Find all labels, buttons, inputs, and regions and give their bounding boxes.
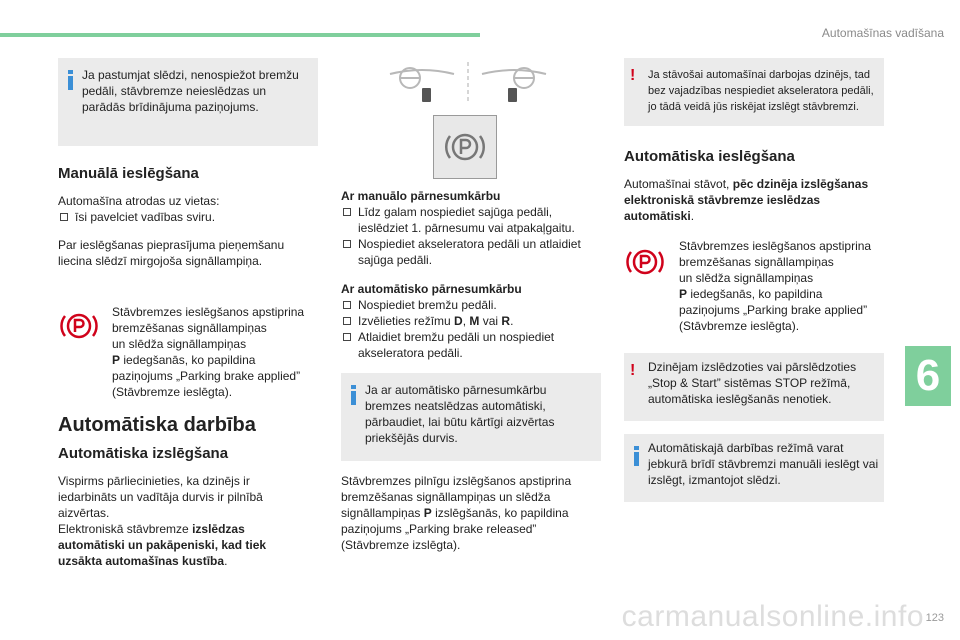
parking-brake-warning-icon (60, 310, 98, 342)
heading-auto-operation: Automātiska darbība (58, 414, 256, 436)
list-item: Nospiediet akseleratora pedāli un atlaidiet sajūga pedāli. (341, 236, 601, 268)
warning-box-text: Ja stāvošai automašīnai darbojas dzinējs, tad bez vajadzības nespiediet akseleratora pedāli, jo tādā veidā jūs riskējat izslēgt stāvbremzi. (648, 69, 874, 113)
release-confirm-text: Stāvbremzes pilnīgu izslēgšanos apstiprina bremzēšanas signāllampiņas un slēdža signāllampiņas P izslēgšanās, ko papildina paziņojums „Parking brake released” (Stāvbremze izslēgta). (341, 474, 572, 552)
info-box-text: Automātiskajā darbības režīmā varat jebkurā brīdī stāvbremzi manuāli ieslēgt vai izslēgt, izmantojot slēdzi. (648, 441, 879, 487)
info-box-doors (341, 373, 601, 461)
header-section-title: Automašīnas vadīšana (821, 26, 944, 40)
heading-manual-gearbox: Ar manuālo pārnesumkārbu (341, 189, 501, 203)
header-accent-bar (0, 33, 480, 37)
heading-auto-gearbox: Ar automātisko pārnesumkārbu (341, 282, 522, 296)
parking-brake-switch-illustration (433, 115, 497, 179)
manual-apply-confirm: Par ieslēgšanas pieprasījuma pieņemšanu liecina slēdzī mirgojoša signāllampiņa. (58, 238, 285, 268)
manual-apply-intro: Automašīna atrodas uz vietas: (58, 194, 220, 208)
watermark: carmanualsonline.info (621, 600, 924, 633)
heading-auto-release: Automātiska izslēgšana (58, 445, 229, 462)
info-icon (66, 70, 76, 90)
auto-release-text: Vispirms pārliecinieties, ka dzinējs ir iedarbināts un vadītāja durvis ir pilnībā aizvērtas. Elektroniskā stāvbremze izslēdzas automātiski un pakāpeniski, kad tiek uzsākta automašīnas kustība. (58, 474, 267, 568)
info-box-text: Ja pastumjat slēdzi, nenospiežot bremžu pedāli, stāvbremze neieslēdzas un parādās brīdinājuma paziņojums. (82, 68, 299, 114)
heading-auto-apply: Automātiska ieslēgšana (624, 148, 795, 165)
chapter-tab: 6 (905, 346, 951, 406)
list-item: Atlaidiet bremžu pedāli un nospiediet akseleratora pedāli. (341, 329, 601, 361)
list-item: Izvēlieties režīmu D, M vai R. (341, 313, 601, 329)
page-number: 123 (925, 612, 944, 624)
warning-box-accelerator (624, 58, 884, 126)
parking-brake-warning-icon (626, 246, 664, 278)
info-box-auto-mode (624, 434, 884, 502)
lamp-confirm-text-left: Stāvbremzes ieslēgšanos apstiprina bremzēšanas signāllampiņas un slēdža signāllampiņas P iedegšanās, ko papildina paziņojums „Parking brake applied” (Stāvbremze ieslēgta). (112, 305, 305, 399)
parking-brake-icon (434, 116, 496, 178)
steering-wheel-pedal-illustration (388, 60, 548, 106)
list-item: Līdz galam nospiediet sajūga pedāli, ieslēdziet 1. pārnesumu vai atpakaļgaitu. (341, 204, 601, 236)
info-icon (632, 446, 642, 466)
info-box-switch (58, 58, 318, 146)
warning-icon: ! (630, 67, 636, 84)
warning-box-text: Dzinējam izslēdzoties vai pārslēdzoties „Stop & Start” sistēmas STOP režīmā, automātiska ieslēgšanās nenotiek. (648, 360, 857, 406)
warning-box-stop-start (624, 353, 884, 421)
manual-apply-list (58, 209, 318, 225)
lamp-confirm-text-right: Stāvbremzes ieslēgšanos apstiprina bremzēšanas signāllampiņas un slēdža signāllampiņas P iedegšanās, ko papildina paziņojums „Parking brake applied” (Stāvbremze ieslēgta). (679, 239, 872, 333)
info-icon (349, 385, 359, 405)
list-item: īsi pavelciet vadības sviru. (58, 209, 318, 225)
auto-apply-text: Automašīnai stāvot, pēc dzinēja izslēgšanas elektroniskā stāvbremze ieslēdzas automātiski. (624, 177, 869, 223)
heading-manual-apply: Manuālā ieslēgšana (58, 165, 199, 182)
auto-gearbox-list (341, 297, 601, 361)
info-box-text: Ja ar automātisko pārnesumkārbu bremzes neatslēdzas automātiski, pārbaudiet, lai būtu kārtīgi aizvērtas priekšējās durvis. (365, 383, 555, 445)
warning-icon: ! (630, 362, 636, 379)
list-item: Nospiediet bremžu pedāli. (341, 297, 601, 313)
manual-gearbox-list (341, 204, 601, 268)
